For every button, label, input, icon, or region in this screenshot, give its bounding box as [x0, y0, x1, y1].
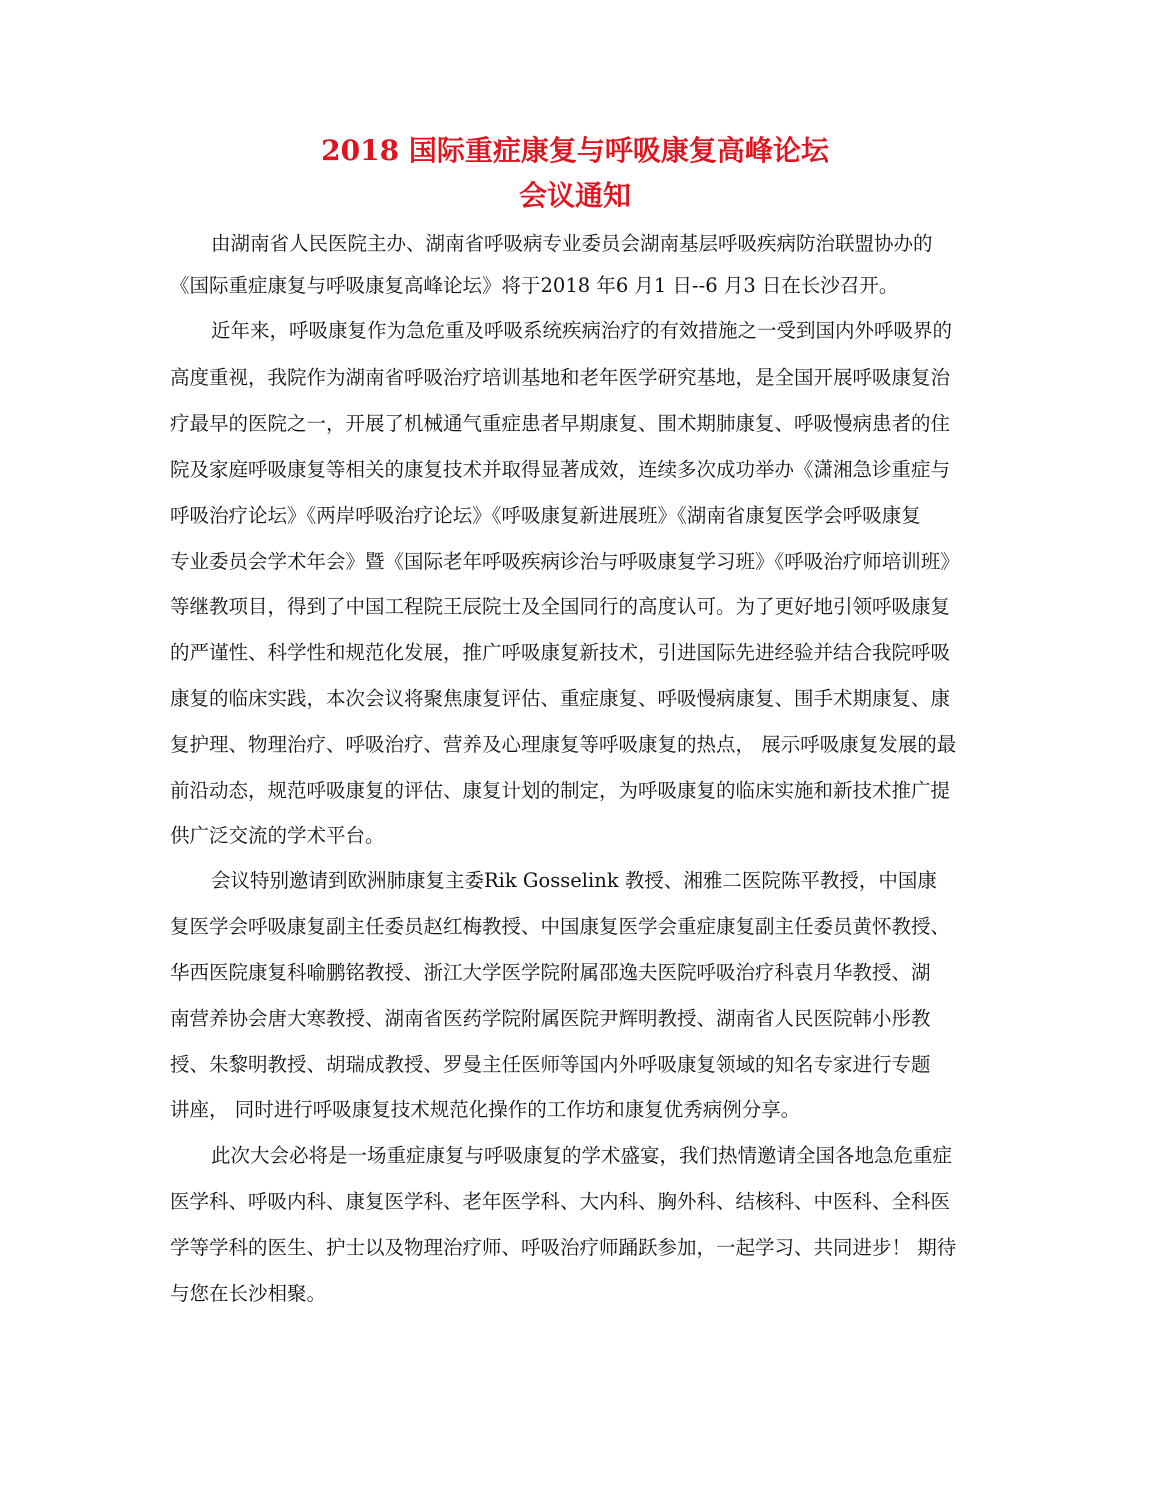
paragraph-2-line: 的严谨性、科学性和规范化发展，推广呼吸康复新技术，引进国际先进经验并结合我院呼吸	[170, 641, 951, 664]
paragraph-3-line: 讲座， 同时进行呼吸康复技术规范化操作的工作坊和康复优秀病例分享。	[170, 1098, 801, 1121]
paragraph-2-line: 康复的临床实践，本次会议将聚焦康复评估、重症康复、呼吸慢病康复、围手术期康复、康	[170, 687, 951, 710]
paragraph-4-line: 此次大会必将是一场重症康复与呼吸康复的学术盛宴，我们热情邀请全国各地急危重症	[211, 1144, 953, 1167]
paragraph-2-line: 近年来，呼吸康复作为急危重及呼吸系统疾病治疗的有效措施之一受到国内外呼吸界的	[211, 319, 953, 342]
paragraph-3-line: 南营养协会唐大寒教授、湖南省医药学院附属医院尹辉明教授、湖南省人民医院韩小彤教	[170, 1007, 931, 1030]
paragraph-2-line: 等继教项目，得到了中国工程院王辰院士及全国同行的高度认可。为了更好地引领呼吸康复	[170, 595, 951, 618]
paragraph-1-line: 《国际重症康复与呼吸康复高峰论坛》将于2018 年6 月1 日--6 月3 日在长沙召开。	[170, 274, 899, 297]
document-subtitle: 会议通知	[518, 179, 631, 212]
paragraph-2-line: 专业委员会学术年会》暨《国际老年呼吸疾病诊治与呼吸康复学习班》《呼吸治疗师培训班》	[170, 550, 960, 573]
paragraph-4-line: 与您在长沙相聚。	[170, 1282, 327, 1305]
paragraph-3-line: 复医学会呼吸康复副主任委员赵红梅教授、中国康复医学会重症康复副主任委员黄怀教授、	[170, 915, 951, 938]
paragraph-3-line: 华西医院康复科喻鹏铭教授、浙江大学医学院附属邵逸夫医院呼吸治疗科袁月华教授、湖	[170, 961, 931, 984]
paragraph-2-line: 疗最早的医院之一，开展了机械通气重症患者早期康复、围术期肺康复、呼吸慢病患者的住	[170, 412, 951, 435]
paragraph-4-line: 医学科、呼吸内科、康复医学科、老年医学科、大内科、胸外科、结核科、中医科、全科医	[170, 1190, 951, 1213]
paragraph-2-line: 呼吸治疗论坛》《两岸呼吸治疗论坛》《呼吸康复新进展班》《湖南省康复医学会呼吸康复	[170, 504, 921, 527]
paragraph-3-line: 授、朱黎明教授、胡瑞成教授、罗曼主任医师等国内外呼吸康复领域的知名专家进行专题	[170, 1053, 931, 1076]
paragraph-2-line: 供广泛交流的学术平台。	[170, 824, 385, 847]
paragraph-2-line: 复护理、物理治疗、呼吸治疗、营养及心理康复等呼吸康复的热点， 展示呼吸康复发展的最	[170, 733, 957, 756]
document-title: 2018 国际重症康复与呼吸康复高峰论坛	[321, 134, 829, 167]
paragraph-2-line: 院及家庭呼吸康复等相关的康复技术并取得显著成效，连续多次成功举办《潇湘急诊重症与	[170, 458, 951, 481]
paragraph-2-line: 前沿动态，规范呼吸康复的评估、康复计划的制定，为呼吸康复的临床实施和新技术推广提	[170, 779, 951, 802]
paragraph-4-line: 学等学科的医生、护士以及物理治疗师、呼吸治疗师踊跃参加，一起学习、共同进步！ 期待	[170, 1236, 957, 1259]
paragraph-3-line: 会议特别邀请到欧洲肺康复主委Rik Gosselink 教授、湘雅二医院陈平教授，中国康	[211, 869, 937, 892]
paragraph-2-line: 高度重视，我院作为湖南省呼吸治疗培训基地和老年医学研究基地，是全国开展呼吸康复治	[170, 366, 951, 389]
paragraph-1-line: 由湖南省人民医院主办、湖南省呼吸病专业委员会湖南基层呼吸疾病防治联盟协办的	[211, 232, 933, 255]
